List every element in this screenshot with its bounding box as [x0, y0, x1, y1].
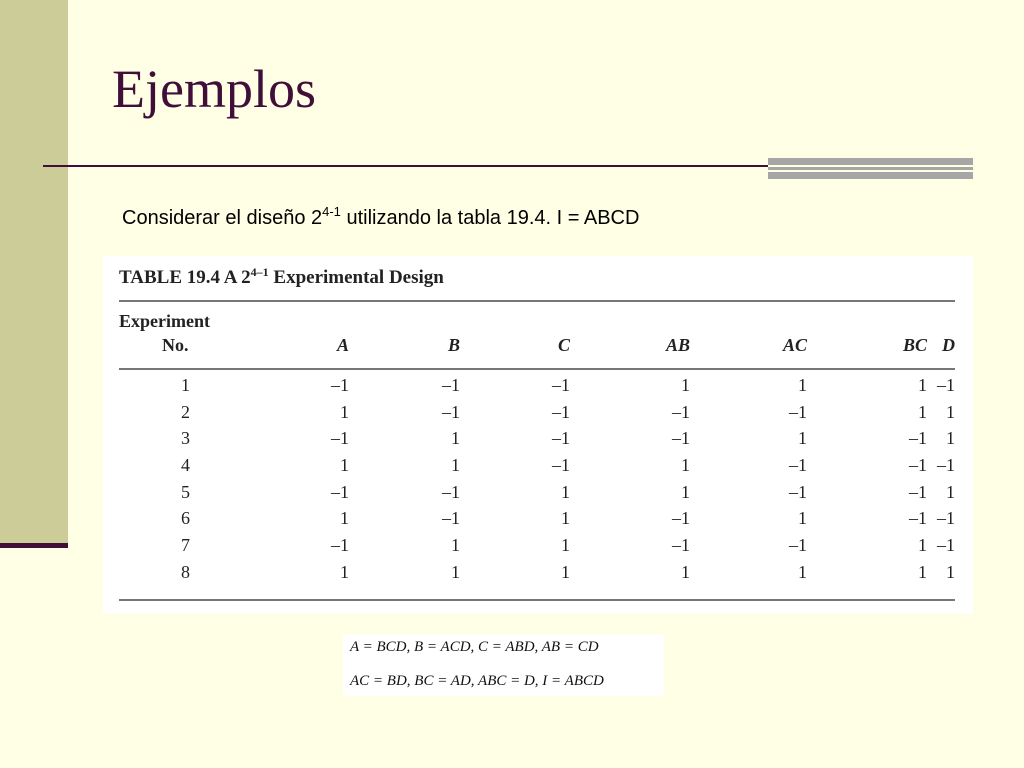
factor-cell-ac: 1	[798, 561, 807, 582]
factor-cell-b: –1	[442, 508, 460, 529]
factor-cell-bc: –1	[909, 455, 927, 476]
caption-suffix: Experimental Design	[268, 267, 444, 288]
factor-cell-ab: 1	[681, 561, 690, 582]
experiment-no-cell: 6	[181, 508, 190, 529]
factor-cell-a: –1	[331, 481, 349, 502]
factor-cell-ab: –1	[672, 401, 690, 422]
factor-cell-b: 1	[451, 455, 460, 476]
factor-cell-c: 1	[561, 561, 570, 582]
factor-cell-ac: –1	[789, 481, 807, 502]
factor-cell-ab: 1	[681, 375, 690, 395]
subtitle-exponent: 4-1	[322, 204, 341, 219]
table-row	[103, 455, 973, 482]
factor-cell-bc: 1	[918, 401, 927, 422]
slide-title: Ejemplos	[112, 59, 316, 119]
factor-cell-c: –1	[552, 375, 570, 395]
table-row	[103, 402, 973, 429]
factor-cell-a: 1	[340, 455, 349, 476]
header-col-ab: AB	[665, 335, 690, 355]
experiment-no-cell: 5	[181, 481, 190, 502]
factor-cell-a: –1	[331, 428, 349, 449]
factor-cell-bc: 1	[918, 535, 927, 556]
factor-cell-ab: 1	[681, 455, 690, 476]
factor-cell-ab: –1	[672, 428, 690, 449]
factor-cell-d: –1	[937, 535, 955, 556]
factor-cell-ac: –1	[789, 455, 807, 476]
title-underline	[43, 165, 768, 167]
factor-cell-bc: –1	[909, 481, 927, 502]
slide-subtitle	[122, 204, 640, 230]
factor-cell-bc: –1	[909, 508, 927, 529]
header-col-bc: BC	[902, 335, 927, 355]
factor-cell-bc: 1	[918, 375, 927, 395]
side-accent-rule	[0, 543, 68, 548]
factor-cell-ab: –1	[672, 535, 690, 556]
table-row	[103, 562, 973, 589]
factor-cell-d: –1	[937, 375, 955, 395]
subtitle-suffix: utilizando la tabla 19.4. I = ABCD	[340, 207, 640, 229]
header-col-ac: AC	[782, 335, 807, 355]
factor-cell-ac: –1	[789, 401, 807, 422]
table-row	[103, 535, 973, 562]
factor-cell-bc: –1	[909, 428, 927, 449]
factor-cell-c: 1	[561, 508, 570, 529]
experiment-no-cell: 4	[181, 455, 190, 476]
table-caption	[119, 267, 444, 289]
header-col-c: C	[557, 335, 570, 355]
factor-cell-a: 1	[340, 401, 349, 422]
caption-exponent: 4–1	[250, 265, 269, 279]
table-row	[103, 375, 973, 402]
factor-cell-c: –1	[552, 401, 570, 422]
side-accent-bar	[0, 0, 68, 545]
experiment-no-cell: 7	[181, 535, 190, 556]
factor-cell-c: 1	[561, 535, 570, 556]
factor-cell-d: 1	[946, 481, 955, 502]
alias-line-2: AC = BD, BC = AD, ABC = D, I = ABCD	[350, 673, 604, 689]
factor-cell-ac: 1	[798, 375, 807, 395]
factor-cell-c: 1	[561, 481, 570, 502]
table-bottom-rule	[119, 599, 955, 601]
design-table	[103, 256, 973, 614]
table-body	[103, 375, 973, 589]
experiment-no-cell: 1	[181, 375, 190, 395]
alias-line-1: A = BCD, B = ACD, C = ABD, AB = CD	[350, 639, 599, 655]
experiment-no-cell: 8	[181, 561, 190, 582]
factor-cell-b: –1	[442, 375, 460, 395]
header-col-b: B	[447, 335, 460, 355]
caption-prefix: TABLE 19.4 A 2	[119, 267, 251, 288]
factor-cell-a: 1	[340, 508, 349, 529]
table-header-rule	[119, 368, 955, 370]
factor-cell-a: 1	[340, 561, 349, 582]
decorative-grey-rule	[768, 158, 973, 179]
experiment-no-cell: 2	[181, 401, 190, 422]
factor-cell-ac: 1	[798, 428, 807, 449]
factor-cell-ab: 1	[681, 481, 690, 502]
header-col-a: A	[336, 335, 349, 355]
factor-cell-c: –1	[552, 455, 570, 476]
factor-cell-b: –1	[442, 481, 460, 502]
factor-cell-d: 1	[946, 428, 955, 449]
experiment-no-cell: 3	[181, 428, 190, 449]
header-no: No.	[162, 335, 189, 355]
factor-cell-b: 1	[451, 428, 460, 449]
header-experiment: Experiment	[119, 311, 210, 331]
factor-cell-a: –1	[331, 375, 349, 395]
table-row	[103, 482, 973, 509]
factor-cell-d: 1	[946, 401, 955, 422]
factor-cell-b: –1	[442, 401, 460, 422]
factor-cell-ac: 1	[798, 508, 807, 529]
factor-cell-a: –1	[331, 535, 349, 556]
alias-structure-box	[343, 634, 664, 696]
factor-cell-c: –1	[552, 428, 570, 449]
table-row	[103, 508, 973, 535]
factor-cell-b: 1	[451, 535, 460, 556]
factor-cell-ab: –1	[672, 508, 690, 529]
factor-cell-d: 1	[946, 561, 955, 582]
factor-cell-d: –1	[937, 455, 955, 476]
subtitle-prefix: Considerar el diseño 2	[122, 207, 323, 229]
table-top-rule	[119, 300, 955, 302]
factor-cell-d: –1	[937, 508, 955, 529]
header-col-d: D	[942, 335, 955, 355]
factor-cell-b: 1	[451, 561, 460, 582]
table-row	[103, 428, 973, 455]
factor-cell-ac: –1	[789, 535, 807, 556]
factor-cell-bc: 1	[918, 561, 927, 582]
